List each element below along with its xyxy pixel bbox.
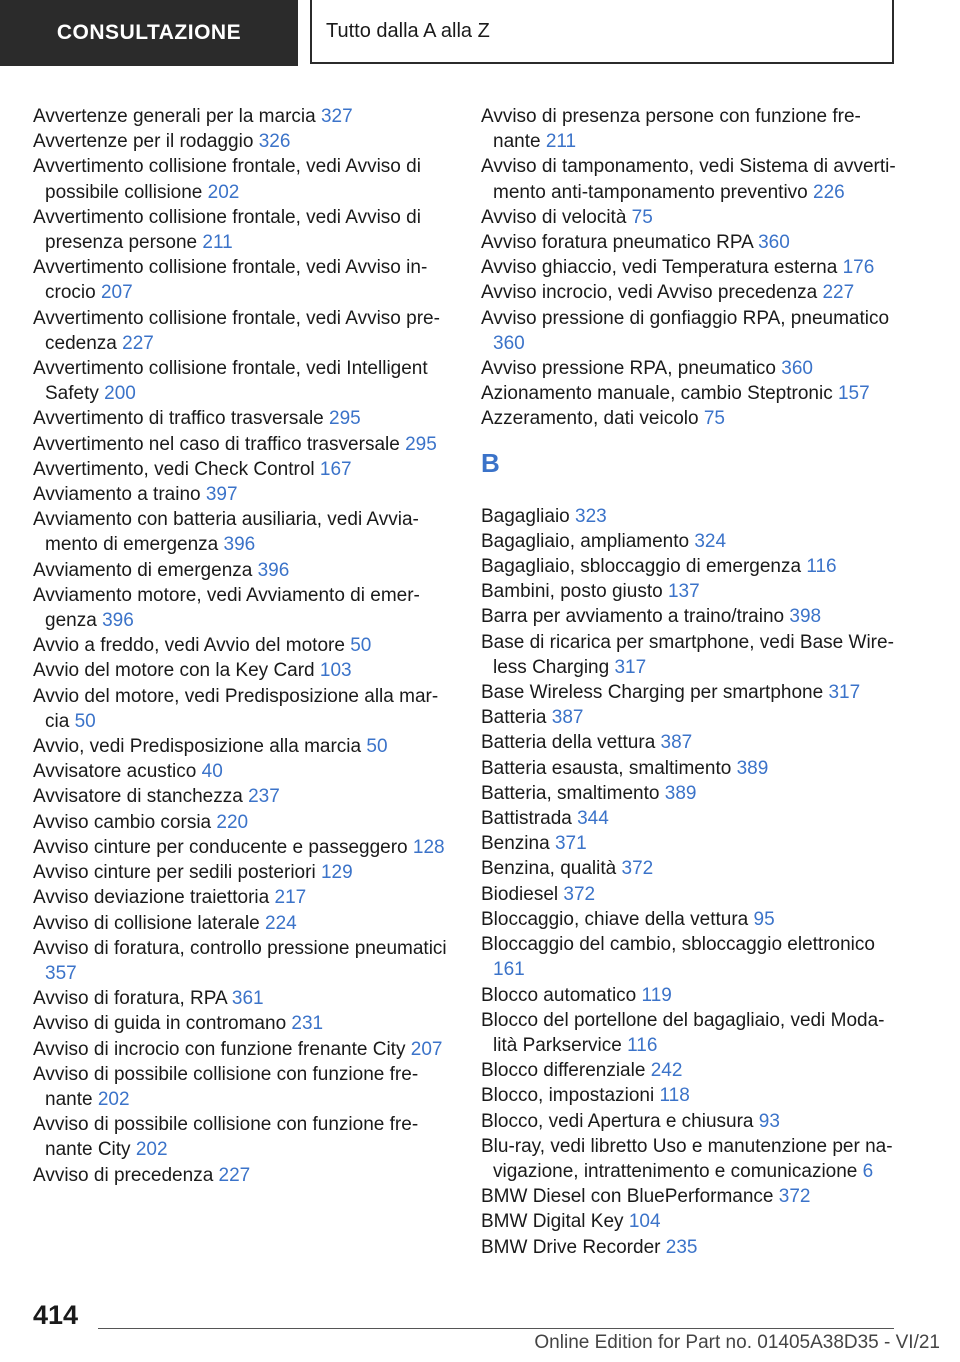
index-entry-text: Avviso di possibile collisione con funzione frenante City bbox=[33, 1114, 419, 1161]
index-entry bbox=[481, 554, 899, 579]
index-entry bbox=[481, 806, 899, 831]
index-entry-text: Biodiesel bbox=[481, 883, 559, 905]
index-entry-page-link[interactable]: 40 bbox=[201, 761, 223, 783]
index-entry-page-link[interactable]: 372 bbox=[563, 883, 596, 905]
index-entry-text: Avviso incrocio, vedi Avviso precedenza bbox=[481, 282, 818, 304]
index-entry-text: Avviamento a traino bbox=[33, 484, 201, 506]
index-entry-page-link[interactable]: 224 bbox=[265, 912, 297, 934]
index-entry bbox=[481, 1184, 899, 1209]
index-entry bbox=[481, 1235, 899, 1260]
index-entry-text: Avviso di foratura, controllo pressione pneumatici bbox=[33, 937, 447, 959]
index-entry-page-link[interactable]: 207 bbox=[410, 1038, 443, 1060]
index-entry bbox=[33, 1011, 451, 1036]
index-entry bbox=[33, 885, 451, 910]
index-entry bbox=[33, 658, 451, 683]
index-entry bbox=[481, 154, 899, 204]
index-entry-page-link[interactable]: 119 bbox=[641, 984, 672, 1006]
index-entry-page-link[interactable]: 323 bbox=[575, 505, 607, 527]
index-entry-text: Avviso di foratura, RPA bbox=[33, 988, 227, 1010]
index-entry-page-link[interactable]: 202 bbox=[97, 1088, 130, 1110]
index-entry-text: Avvertimento collisione frontale, vedi Intelligent Safety bbox=[33, 358, 428, 405]
index-entry bbox=[481, 1109, 899, 1134]
index-entry bbox=[481, 230, 899, 255]
index-entry-text: Blocco automatico bbox=[481, 984, 637, 1006]
index-entry-page-link[interactable]: 396 bbox=[223, 534, 256, 556]
index-entry-page-link[interactable]: 387 bbox=[551, 707, 584, 729]
index-entry-text: Avvertimento di traffico trasversale bbox=[33, 408, 324, 430]
index-entry bbox=[481, 280, 899, 305]
index-entry bbox=[33, 457, 451, 482]
index-entry-text: Batteria della vettura bbox=[481, 732, 656, 754]
index-entry bbox=[33, 936, 451, 986]
index-entry bbox=[33, 558, 451, 583]
index-entry-page-link[interactable]: 116 bbox=[627, 1034, 658, 1056]
index-entry-page-link[interactable]: 129 bbox=[320, 862, 353, 884]
index-entry-page-link[interactable]: 202 bbox=[207, 181, 240, 203]
index-entry-text: Avvio, vedi Predisposizione alla marcia bbox=[33, 736, 362, 758]
index-entry bbox=[481, 104, 899, 154]
index-entry-page-link[interactable]: 220 bbox=[216, 811, 249, 833]
index-entry-text: Avviso cambio corsia bbox=[33, 811, 212, 833]
index-entry-text: Avvisatore di stanchezza bbox=[33, 786, 243, 808]
index-entry-page-link[interactable]: 75 bbox=[631, 206, 653, 228]
index-entry bbox=[481, 381, 899, 406]
index-entry bbox=[481, 756, 899, 781]
index-entry bbox=[481, 781, 899, 806]
index-entry bbox=[481, 907, 899, 932]
index-entry bbox=[33, 835, 451, 860]
index-entry-text: Avviamento motore, vedi Avviamento di emergenza bbox=[33, 584, 420, 632]
index-entry-page-link[interactable]: 237 bbox=[248, 786, 280, 808]
index-entry bbox=[481, 504, 899, 529]
index-entry-page-link[interactable]: 104 bbox=[628, 1211, 661, 1233]
index-entry-text: Base di ricarica per smartphone, vedi Base Wireless Charging bbox=[481, 631, 894, 678]
index-entry-text: Avviso di velocità bbox=[481, 206, 627, 228]
index-entry bbox=[33, 129, 451, 154]
index-entry-page-link[interactable]: 50 bbox=[366, 736, 388, 758]
index-entry-text: Bloccaggio, chiave della vettura bbox=[481, 908, 749, 930]
section-letter-heading: B bbox=[481, 447, 500, 478]
index-entry-page-link[interactable]: 231 bbox=[291, 1013, 324, 1035]
index-entry-text: Avvertenze generali per la marcia bbox=[33, 106, 316, 127]
index-entry-page-link[interactable]: 397 bbox=[205, 484, 238, 506]
index-entry-text: Avvertimento collisione frontale, vedi Avviso di presenza persone bbox=[33, 206, 421, 254]
index-entry-text: Blocco, impostazioni bbox=[481, 1085, 655, 1107]
index-entry-page-link[interactable]: 226 bbox=[813, 181, 845, 203]
index-entry-page-link[interactable]: 128 bbox=[412, 836, 445, 858]
index-entry-text: Avviso ghiaccio, vedi Temperatura esterna bbox=[481, 257, 838, 279]
index-entry bbox=[481, 356, 899, 381]
index-entry bbox=[481, 932, 899, 982]
index-entry bbox=[33, 356, 451, 406]
index-entry-text: Bagagliaio, ampliamento bbox=[481, 530, 690, 552]
index-group-a bbox=[481, 104, 899, 432]
index-entry-page-link[interactable]: 372 bbox=[778, 1186, 811, 1208]
index-entry-text: Avviso cinture per conducente e passeggero bbox=[33, 836, 408, 858]
index-entry-text: Avvertimento, vedi Check Control bbox=[33, 458, 315, 480]
index-entry bbox=[33, 406, 451, 431]
index-entry-text: Azzeramento, dati veicolo bbox=[481, 408, 699, 430]
index-entry bbox=[481, 1209, 899, 1234]
index-entry bbox=[33, 734, 451, 759]
index-entry-text: Avviso di presenza persone con funzione frenante bbox=[481, 106, 861, 153]
edition-note: Online Edition for Part no. 01405A38D35 - VI/21 bbox=[534, 1332, 940, 1353]
index-entry-page-link[interactable]: 344 bbox=[577, 808, 609, 830]
index-column-left bbox=[33, 104, 451, 1188]
index-entry-text: Avvertimento collisione frontale, vedi Avviso di possibile collisione bbox=[33, 156, 421, 203]
index-entry bbox=[33, 911, 451, 936]
index-entry-page-link[interactable]: 211 bbox=[202, 232, 233, 254]
index-entry-text: BMW Drive Recorder bbox=[481, 1236, 661, 1258]
index-group-b bbox=[481, 504, 899, 1260]
index-entry-text: Bagagliaio bbox=[481, 505, 570, 527]
index-entry-text: Benzina bbox=[481, 833, 550, 855]
index-entry-page-link[interactable]: 360 bbox=[781, 358, 813, 380]
index-entry bbox=[481, 1134, 899, 1184]
index-entry-text: Avvio a freddo, vedi Avvio del motore bbox=[33, 635, 345, 657]
index-entry bbox=[33, 684, 451, 734]
index-entry-page-link[interactable]: 317 bbox=[614, 656, 647, 678]
index-entry-text: Base Wireless Charging per smartphone bbox=[481, 682, 824, 704]
index-entry-page-link[interactable]: 167 bbox=[319, 458, 352, 480]
index-entry-page-link[interactable]: 398 bbox=[789, 606, 822, 628]
index-entry bbox=[481, 255, 899, 280]
index-entry-text: Avviso pressione RPA, pneumatico bbox=[481, 358, 777, 380]
index-entry-text: Avvisatore acustico bbox=[33, 761, 197, 783]
index-entry bbox=[481, 1083, 899, 1108]
index-entry-text: Benzina, qualità bbox=[481, 858, 617, 880]
index-entry bbox=[33, 810, 451, 835]
index-entry-page-link[interactable]: 389 bbox=[664, 782, 697, 804]
index-entry-text: Avviso di precedenza bbox=[33, 1164, 214, 1186]
index-entry bbox=[481, 205, 899, 230]
index-entry-text: Battistrada bbox=[481, 808, 572, 830]
index-entry-text: Blu-ray, vedi libretto Uso e manutenzione per navigazione, intrattenimento e comunicazione bbox=[481, 1135, 893, 1182]
index-entry bbox=[33, 784, 451, 809]
index-entry-page-link[interactable]: 326 bbox=[258, 131, 291, 153]
index-entry-text: Avviso di tamponamento, vedi Sistema di avvertimento anti-tamponamento preventivo bbox=[481, 156, 896, 203]
index-entry bbox=[33, 583, 451, 633]
index-entry-page-link[interactable]: 95 bbox=[753, 908, 775, 930]
index-entry-page-link[interactable]: 75 bbox=[703, 408, 725, 430]
index-entry bbox=[481, 680, 899, 705]
index-entry-text: Azionamento manuale, cambio Steptronic bbox=[481, 383, 833, 405]
index-entry-page-link[interactable]: 176 bbox=[842, 257, 875, 279]
index-entry-text: Avviamento con batteria ausiliaria, vedi Avviamento di emergenza bbox=[33, 509, 419, 556]
index-entry bbox=[33, 860, 451, 885]
index-entry-text: Batteria bbox=[481, 707, 547, 729]
index-entry-text: Avviso pressione di gonfiaggio RPA, pneumatico bbox=[481, 307, 890, 329]
index-entry-page-link[interactable]: 361 bbox=[231, 988, 264, 1010]
index-entry-page-link[interactable]: 137 bbox=[667, 581, 700, 603]
index-entry-page-link[interactable]: 360 bbox=[493, 332, 525, 354]
index-entry-text: Batteria, smaltimento bbox=[481, 782, 660, 804]
index-entry bbox=[481, 579, 899, 604]
index-entry-text: BMW Digital Key bbox=[481, 1211, 624, 1233]
index-entry-page-link[interactable]: 372 bbox=[621, 858, 654, 880]
index-entry-page-link[interactable]: 200 bbox=[104, 383, 136, 405]
index-entry-text: Avviso di incrocio con funzione frenante City bbox=[33, 1038, 406, 1060]
page-header bbox=[0, 0, 960, 66]
index-entry-text: Avvertimento collisione frontale, vedi Avviso precedenza bbox=[33, 307, 440, 354]
index-entry-page-link[interactable]: 235 bbox=[665, 1236, 698, 1258]
index-entry bbox=[481, 1058, 899, 1083]
footer-divider bbox=[98, 1328, 894, 1329]
index-entry bbox=[481, 1008, 899, 1058]
index-entry-page-link[interactable]: 242 bbox=[650, 1060, 683, 1082]
index-entry-page-link[interactable]: 103 bbox=[319, 660, 352, 682]
index-entry-text: Bambini, posto giusto bbox=[481, 581, 663, 603]
index-entry-page-link[interactable]: 217 bbox=[274, 887, 307, 909]
index-entry-page-link[interactable]: 227 bbox=[822, 282, 855, 304]
index-entry bbox=[33, 205, 451, 255]
index-entry-page-link[interactable]: 327 bbox=[320, 106, 353, 127]
index-entry bbox=[33, 104, 451, 129]
index-entry-page-link[interactable]: 387 bbox=[660, 732, 693, 754]
index-entry-text: Avvertenze per il rodaggio bbox=[33, 131, 254, 153]
index-entry-text: Blocco differenziale bbox=[481, 1060, 646, 1082]
index-entry bbox=[33, 255, 451, 305]
index-entry-text: Avviso deviazione traiettoria bbox=[33, 887, 270, 909]
index-entry-text: Avviso di possibile collisione con funzione frenante bbox=[33, 1063, 419, 1110]
index-entry-text: BMW Diesel con BluePerformance bbox=[481, 1186, 774, 1208]
index-entry-page-link[interactable]: 324 bbox=[694, 530, 727, 552]
index-entry-page-link[interactable]: 295 bbox=[329, 408, 361, 430]
index-entry-page-link[interactable]: 227 bbox=[122, 332, 154, 354]
index-entry-page-link[interactable]: 157 bbox=[837, 383, 870, 405]
index-entry-page-link[interactable]: 360 bbox=[758, 232, 790, 254]
index-entry bbox=[481, 705, 899, 730]
index-entry-page-link[interactable]: 227 bbox=[218, 1164, 251, 1186]
index-entry-text: Avviso di collisione laterale bbox=[33, 912, 260, 934]
index-entry bbox=[33, 1062, 451, 1112]
index-entry-text: Bloccaggio del cambio, sbloccaggio elettronico bbox=[481, 934, 875, 956]
index-entry-text: Batteria esausta, smaltimento bbox=[481, 757, 732, 779]
index-entry-page-link[interactable]: 202 bbox=[135, 1139, 168, 1161]
index-entry bbox=[33, 1037, 451, 1062]
index-entry bbox=[481, 882, 899, 907]
index-entry-text: Avviso cinture per sedili posteriori bbox=[33, 862, 316, 884]
index-entry bbox=[33, 1163, 451, 1188]
index-entry-text: Avvio del motore con la Key Card bbox=[33, 660, 315, 682]
index-entry bbox=[481, 630, 899, 680]
index-entry-text: Bagagliaio, sbloccaggio di emergenza bbox=[481, 556, 802, 578]
index-entry-text: Avviso di guida in contromano bbox=[33, 1013, 287, 1035]
index-entry bbox=[33, 1112, 451, 1162]
index-entry-page-link[interactable]: 50 bbox=[74, 710, 96, 732]
index-entry-page-link[interactable]: 371 bbox=[554, 833, 587, 855]
index-entry-page-link[interactable]: 207 bbox=[100, 282, 133, 304]
index-entry-text: Avvertimento collisione frontale, vedi Avviso incrocio bbox=[33, 257, 428, 304]
index-entry-text: Blocco del portellone del bagagliaio, vedi Modalità Parkservice bbox=[481, 1009, 885, 1056]
index-entry bbox=[33, 306, 451, 356]
index-entry-page-link[interactable]: 116 bbox=[806, 556, 837, 578]
index-entry bbox=[33, 759, 451, 784]
index-entry bbox=[33, 482, 451, 507]
index-entry bbox=[33, 154, 451, 204]
index-entry bbox=[481, 306, 899, 356]
index-entry-page-link[interactable]: 6 bbox=[862, 1160, 874, 1182]
index-entry bbox=[33, 432, 451, 457]
index-entry-page-link[interactable]: 396 bbox=[102, 610, 134, 632]
page-number: 414 bbox=[33, 1300, 79, 1330]
index-entry bbox=[481, 730, 899, 755]
index-entry-page-link[interactable]: 93 bbox=[758, 1110, 780, 1132]
index-entry bbox=[481, 856, 899, 881]
index-entry-page-link[interactable]: 357 bbox=[45, 962, 77, 984]
index-entry-text: Avvio del motore, vedi Predisposizione alla marcia bbox=[33, 685, 439, 732]
index-entry-text: Avviso foratura pneumatico RPA bbox=[481, 232, 753, 254]
index-entry-text: Avviamento di emergenza bbox=[33, 559, 253, 581]
index-entry bbox=[33, 633, 451, 658]
index-entry-text: Avvertimento nel caso di traffico trasversale bbox=[33, 433, 400, 455]
index-entry-page-link[interactable]: 396 bbox=[257, 559, 290, 581]
index-entry-page-link[interactable]: 50 bbox=[350, 635, 372, 657]
index-column-right bbox=[481, 104, 899, 1260]
index-entry-text: Blocco, vedi Apertura e chiusura bbox=[481, 1110, 754, 1132]
index-entry-page-link[interactable]: 389 bbox=[736, 757, 769, 779]
section-title: CONSULTAZIONE bbox=[0, 0, 298, 66]
index-entry bbox=[481, 406, 899, 431]
index-entry bbox=[481, 831, 899, 856]
topic-title: Tutto dalla A alla Z bbox=[310, 0, 894, 64]
index-entry-page-link[interactable]: 317 bbox=[828, 682, 861, 704]
index-entry-text: Barra per avviamento a traino/traino bbox=[481, 606, 785, 628]
index-entry bbox=[33, 507, 451, 557]
index-entry bbox=[481, 983, 899, 1008]
index-entry bbox=[33, 986, 451, 1011]
index-entry-page-link[interactable]: 295 bbox=[405, 433, 437, 455]
index-entry-page-link[interactable]: 118 bbox=[659, 1085, 690, 1107]
index-entry-page-link[interactable]: 161 bbox=[493, 959, 525, 981]
index-entry bbox=[481, 529, 899, 554]
index-entry bbox=[481, 604, 899, 629]
index-entry-page-link[interactable]: 211 bbox=[545, 131, 577, 153]
